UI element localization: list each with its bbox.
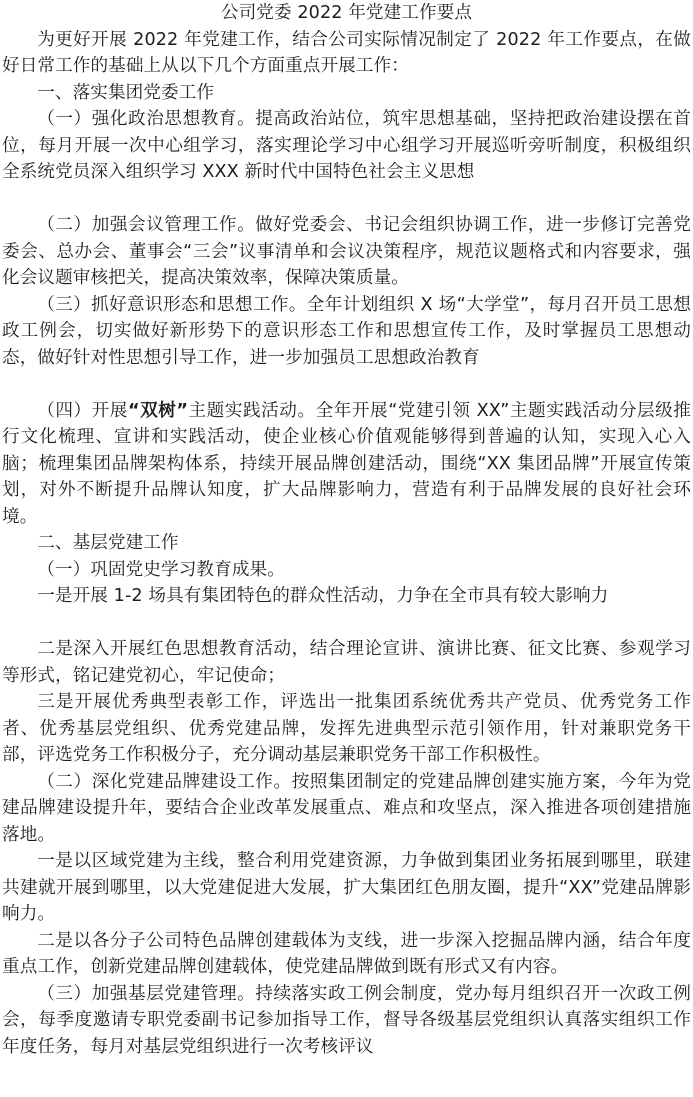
- item-ideology-work: （三）抓好意识形态和思想工作。全年计划组织 X 场“大学堂”，每月召开员工思想政工例会，切实做好新形势下的意识形态工作和思想宣传工作，及时掌握员工思想动态，做好针对性思想引导工作，进一步加强员工思想政治教育: [2, 294, 691, 368]
- section-heading-2: 二、基层党建工作: [37, 533, 179, 553]
- item-political-education: （一）强化政治思想教育。提高政治站位，筑牢思想基础，坚持把政治建设摆在首位，每月开展一次中心组学习，落实理论学习中心组学习开展巡听旁听制度，积极组织全系统党员深入组织学习 XXX 新时代中国特色社会主义思想: [2, 109, 691, 182]
- point-mass-activities: 一是开展 1-2 场具有集团特色的群众性活动，力争在全市具有较大影响力: [37, 586, 609, 606]
- document-page: [2, 0, 691, 1060]
- item-brand-building: （二）深化党建品牌建设工作。按照集团制定的党建品牌创建实施方案，今年为党建品牌建设提升年，要结合企业改革发展重点、难点和攻坚点，深入推进各项创建措施落地。: [2, 771, 691, 845]
- item-party-history: （一）巩固党史学习教育成果。: [37, 559, 285, 580]
- item-grassroots-management: （三）加强基层党建管理。持续落实政工例会制度，党办每月组织召开一次政工例会，每季度邀请专职党委副书记参加指导工作，督导各级基层党组织认真落实组织工作年度任务，每月对基层党组织进行一次考核评议: [2, 983, 691, 1057]
- item-shuangshu-bold: “双树”: [127, 400, 189, 421]
- point-regional-party: 一是以区域党建为主线，整合利用党建资源，力争做到集团业务拓展到哪里，联建共建就开展到哪里，以大党建促进大发展，扩大集团红色朋友圈，提升“XX”党建品牌影响力。: [2, 851, 691, 924]
- point-branch-brands: 二是以各分子公司特色品牌创建载体为支线，进一步深入挖掘品牌内涵，结合年度重点工作，创新党建品牌创建载体，使党建品牌做到既有形式又有内容。: [2, 930, 691, 977]
- blank-line: [2, 186, 691, 213]
- document-title: 公司党委 2022 年党建工作要点: [220, 3, 473, 23]
- point-red-education: 二是深入开展红色思想教育活动，结合理论宣讲、演讲比赛、征文比赛、参观学习等形式，铭记建党初心，牢记使命；: [2, 639, 691, 686]
- intro-paragraph: 为更好开展 2022 年党建工作，结合公司实际情况制定了 2022 年工作要点，在做好日常工作的基础上从以下几个方面重点开展工作：: [2, 29, 691, 76]
- blank-line: [2, 371, 691, 398]
- item-shuangshu-rest: 主题实践活动。全年开展“党建引领 XX”主题实践活动分层级推行文化梳理、宣讲和实践活动，使企业核心价值观能够得到普遍的认知，实现入心入脑；梳理集团品牌架构体系，持续开展品牌创建活动，围绕“XX 集团品牌”开展宣传策划，对外不断提升品牌认知度，扩大品牌影响力，营造有利于品牌发展的良好社会环境。: [2, 400, 691, 527]
- item-shuangshu-activity: [2, 398, 691, 531]
- item-shuangshu-prefix: （四）开展: [37, 400, 128, 421]
- section-heading-1: 一、落实集团党委工作: [37, 82, 215, 103]
- item-meeting-management: （二）加强会议管理工作。做好党委会、书记会组织协调工作，进一步修订完善党委会、总办会、董事会“三会”议事清单和会议决策程序，规范议题格式和内容要求，强化会议题审核把关，提高决策效率，保障决策质量。: [2, 215, 691, 288]
- point-model-awards: 三是开展优秀典型表彰工作，评选出一批集团系统优秀共产党员、优秀党务工作者、优秀基层党组织、优秀党建品牌，发挥先进典型示范引领作用，针对兼职党务干部，评选党务工作积极分子，充分调动基层兼职党务干部工作积极性。: [2, 692, 691, 765]
- blank-line: [2, 610, 691, 637]
